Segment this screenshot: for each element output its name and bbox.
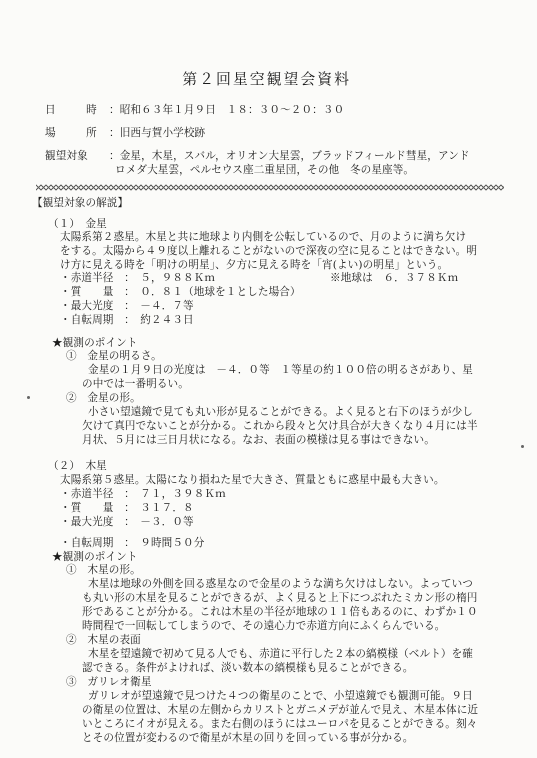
- targets-label: 観望対象: [45, 150, 88, 162]
- venus-desc-line: 太陽系第２惑星。木星と共に地球より内側を公転しているので、月のように満ち欠け: [60, 231, 467, 243]
- venus-point-1-line: 金星の１月９日の光度は －４．０等 １等星の約１００倍の明るさがあり、星: [88, 364, 473, 376]
- place-value: ：旧西与賀小学校跡: [109, 127, 206, 139]
- venus-rotation: ・自転周期 ： 約２４３日: [60, 314, 194, 326]
- jupiter-point-1-line: も丸い形の木星を見ることができるが、よく見ると上下につぶれたミカン形の楕円: [82, 592, 478, 604]
- venus-heading: （１） 金星: [48, 218, 107, 230]
- decorative-divider: [36, 184, 504, 191]
- targets-line-1: ：金星，木星，スバル，オリオン大星雲，ブラッドフィールド彗星，アンド: [109, 150, 470, 162]
- jupiter-point-3-line: いところにイオが見える。また右側のほうにはユーロパを見ることができる。刻々: [82, 718, 478, 730]
- jupiter-point-3-line: とその位置が変わるので衛星が木星の回りを回っている事が分かる。: [82, 732, 414, 744]
- venus-desc-line: け方に見える時を「明けの明星」、夕方に見える時を「宵(よい)の明星」という。: [60, 259, 449, 271]
- venus-point-2-line: 月状、５月には三日月状になる。なお、表面の模様は見る事はできない。: [82, 434, 435, 446]
- venus-point-1-line: の中では一番明るい。: [82, 378, 189, 390]
- jupiter-point-1-line: 形であることが分かる。これは木星の半径が地球の１１倍もあるのに、わずか１０: [82, 606, 478, 618]
- date-label: 日 時: [45, 104, 107, 116]
- jupiter-heading: （２） 木星: [48, 460, 107, 472]
- venus-point-2-title: ② 金星の形。: [66, 392, 141, 404]
- place-label: 場 所: [45, 127, 107, 139]
- venus-brightness: ・最大光度 ： －４．７等: [60, 300, 194, 312]
- jupiter-point-2-line: 認できる。条件がよければ、淡い数本の縞模様も見ることができる。: [82, 662, 414, 674]
- venus-point-2-line: 小さい望遠鏡で見ても丸い形が見ることができる。よく見ると右下のほうが少し: [88, 406, 473, 418]
- jupiter-point-3-line: ガリレオが望遠鏡で見つけた４つの衛星のことで、小望遠鏡でも観測可能。９日: [88, 690, 473, 702]
- venus-radius: ・赤道半径 ： ５，９８８Ｋｍ: [60, 272, 216, 284]
- jupiter-points-heading: ★観測のポイント: [52, 551, 138, 563]
- document-title: 第２回星空観望会資料: [182, 70, 352, 88]
- jupiter-point-2-line: 木星を望遠鏡で初めて見る人でも、赤道に平行した２本の縞模様（ベルト）を確: [88, 648, 473, 660]
- venus-point-1-title: ① 金星の明るさ。: [66, 350, 162, 362]
- venus-points-heading: ★観測のポイント: [52, 337, 138, 349]
- jupiter-point-2-title: ② 木星の表面: [66, 634, 141, 646]
- scan-speck: [521, 445, 524, 448]
- venus-mass: ・質 量 ： ０．８１（地球を１とした場合）: [60, 286, 301, 298]
- jupiter-point-1-line: 木星は地球の外側を回る惑星なので金星のような満ち欠けはしない。よっていつ: [88, 578, 473, 590]
- jupiter-mass: ・質 量 ： ３１７．８: [60, 502, 194, 514]
- jupiter-point-1-line: 時間程で一回転してしまうので、その遠心力で赤道方向にふくらんでいる。: [82, 620, 446, 632]
- scan-speck: [27, 396, 30, 399]
- date-value: ：昭和６３年１月９日 １８：３０～２０：３０: [109, 104, 345, 116]
- targets-line-2: ロメダ大星雲，ペルセウス座二重星団，その他 冬の星座等。: [115, 164, 415, 176]
- venus-desc-line: をする。太陽から４９度以上離れることがないので深夜の空に見ることはできない。明: [60, 245, 478, 257]
- jupiter-radius: ・赤道半径 ： ７１，３９８Ｋｍ: [60, 488, 226, 500]
- jupiter-desc: 太陽系第５惑星。太陽になり損ねた星で大きさ、質量ともに惑星中最も大きい。: [60, 474, 445, 486]
- jupiter-point-3-line: の衛星の位置は、木星の左側からカリストとガニメデが並んで見え、木星本体に近: [82, 704, 479, 716]
- jupiter-brightness: ・最大光度 ： －３．０等: [60, 516, 194, 528]
- venus-point-2-line: 欠けて真円でないことが分かる。これから段々と欠け具合が大きくなり４月には半: [82, 420, 478, 432]
- section-heading: 【観望対象の解説】: [32, 197, 129, 209]
- jupiter-point-3-title: ③ ガリレオ衛星: [66, 676, 152, 688]
- jupiter-point-1-title: ① 木星の形。: [66, 564, 141, 576]
- jupiter-rotation: ・自転周期 ： ９時間５０分: [60, 537, 205, 549]
- earth-radius-note: ※地球は ６．３７８Ｋｍ: [330, 272, 459, 284]
